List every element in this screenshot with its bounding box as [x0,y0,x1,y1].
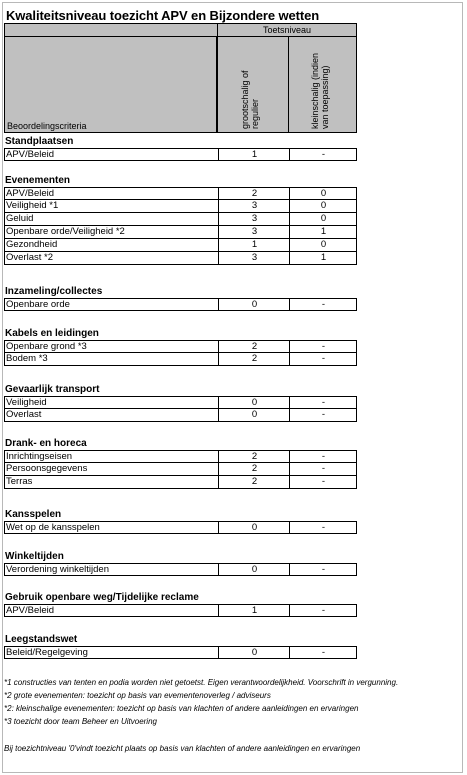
table-row [4,340,357,353]
criterium-cell: Veiligheid [6,397,47,408]
table-row [4,353,357,366]
table-row [4,252,357,265]
kleinschalig-value: - [289,522,357,534]
footnote: Bij toezichtniveau '0'vindt toezicht plaats op basis van klachten of andere aanleidingen en ervaringen [4,744,361,753]
criterium-cell: Wet op de kansspelen [6,522,100,533]
notes [4,676,459,728]
section [4,437,357,489]
section-title: Leegstandswet [5,634,78,645]
kleinschalig-value: - [289,397,357,409]
grootschalig-value: 3 [218,200,290,212]
note: *1 constructies van tenten en podia worden niet getoetst. Eigen verantwoordelijkheid. Voorschrift in vergunning. [4,678,399,687]
section-title: Drank- en horeca [5,438,87,449]
kleinschalig-value: 0 [289,239,357,251]
section-title: Kansspelen [5,509,62,520]
toetsniveau-header [217,23,357,37]
kleinschalig-value: - [289,605,357,617]
criterium-cell: Overlast [6,409,42,420]
kleinschalig-value: - [289,149,357,161]
section [4,174,357,265]
kleinschalig-value: 0 [289,188,357,200]
section [4,327,357,366]
section-title: Kabels en leidingen [5,328,99,339]
criterium-cell: Openbare orde [6,299,70,310]
column-label-grootschalig: grootschalig of regulier [240,70,260,129]
column-header-grootschalig [217,36,289,133]
section-title: Inzameling/collectes [5,286,103,297]
grootschalig-value: 0 [218,397,290,409]
grootschalig-value: 1 [218,239,290,251]
kleinschalig-value: - [289,463,357,475]
table-row [4,563,357,576]
criterium-cell: Geluid [6,213,34,224]
grootschalig-value: 3 [218,226,290,238]
kleinschalig-value: 1 [289,226,357,238]
criteria-header [4,36,217,133]
table-row [4,298,357,311]
toetsniveau-label: Toetsniveau [262,25,312,35]
criteria-label: Beoordelingscriteria [7,121,87,131]
table-row [4,450,357,463]
kleinschalig-value: - [289,451,357,463]
criterium-cell: Gezondheid [6,239,58,250]
section-title: Evenementen [5,175,71,186]
note: *3 toezicht door team Beheer en Uitvoering [4,717,157,726]
grootschalig-value: 2 [218,451,290,463]
grootschalig-value: 0 [218,647,290,659]
note: *2 grote evenementen: toezicht op basis van evementenoverleg / adviseurs [4,691,271,700]
grootschalig-value: 0 [218,409,290,421]
kleinschalig-value: - [289,647,357,659]
grootschalig-value: 2 [218,476,290,488]
table-row [4,604,357,617]
table-row [4,187,357,200]
section [4,285,357,311]
criterium-cell: APV/Beleid [6,605,55,616]
table-row [4,148,357,161]
table-row [4,463,357,476]
table-row [4,396,357,409]
grootschalig-value: 3 [218,252,290,264]
grootschalig-value: 0 [218,564,290,576]
grootschalig-value: 3 [218,213,290,225]
table-row [4,521,357,534]
section [4,508,357,534]
section-title: Winkeltijden [5,551,64,562]
kleinschalig-value: - [289,299,357,311]
column-header-kleinschalig [288,36,357,133]
table-row [4,239,357,252]
kleinschalig-value: - [289,409,357,421]
kleinschalig-value: - [289,353,357,365]
criterium-cell: Verordening winkeltijden [6,564,109,575]
page-title: Kwaliteitsniveau toezicht APV en Bijzondere wetten [6,8,320,23]
header-blank-cell [4,23,218,37]
section [4,550,357,576]
table-row [4,200,357,213]
criterium-cell: Persoonsgegevens [6,463,88,474]
table-row [4,226,357,239]
criterium-cell: Beleid/Regelgeving [6,647,88,658]
table-row [4,213,357,226]
section [4,633,357,659]
section [4,135,357,161]
kleinschalig-value: 0 [289,213,357,225]
grootschalig-value: 0 [218,522,290,534]
section-title: Gevaarlijk transport [5,384,100,395]
criterium-cell: Openbare grond *3 [6,341,87,352]
grootschalig-value: 2 [218,353,290,365]
section [4,383,357,422]
section-title: Gebruik openbare weg/Tijdelijke reclame [5,592,199,603]
grootschalig-value: 2 [218,341,290,353]
grootschalig-value: 2 [218,188,290,200]
grootschalig-value: 2 [218,463,290,475]
criterium-cell: APV/Beleid [6,188,55,199]
note: *2: kleinschalige evenementen: toezicht op basis van klachten of andere aanleidingen en ervaringen [4,704,359,713]
grootschalig-value: 1 [218,605,290,617]
kleinschalig-value: - [289,341,357,353]
grootschalig-value: 0 [218,299,290,311]
kleinschalig-value: 1 [289,252,357,264]
table-row [4,646,357,659]
section [4,591,357,617]
table-header [4,23,357,133]
table-row [4,476,357,489]
criterium-cell: Terras [6,476,33,487]
table-row [4,409,357,422]
kleinschalig-value: - [289,476,357,488]
criterium-cell: Veiligheid *1 [6,200,59,211]
criterium-cell: Bodem *3 [6,353,48,364]
grootschalig-value: 1 [218,149,290,161]
criterium-cell: Openbare orde/Veiligheid *2 [6,226,125,237]
criterium-cell: Overlast *2 [6,252,53,263]
section-title: Standplaatsen [5,136,74,147]
kleinschalig-value: - [289,564,357,576]
criterium-cell: APV/Beleid [6,149,55,160]
column-label-kleinschalig: kleinschalig (indien van toepassing) [310,52,330,129]
criterium-cell: Inrichtingseisen [6,451,73,462]
kleinschalig-value: 0 [289,200,357,212]
